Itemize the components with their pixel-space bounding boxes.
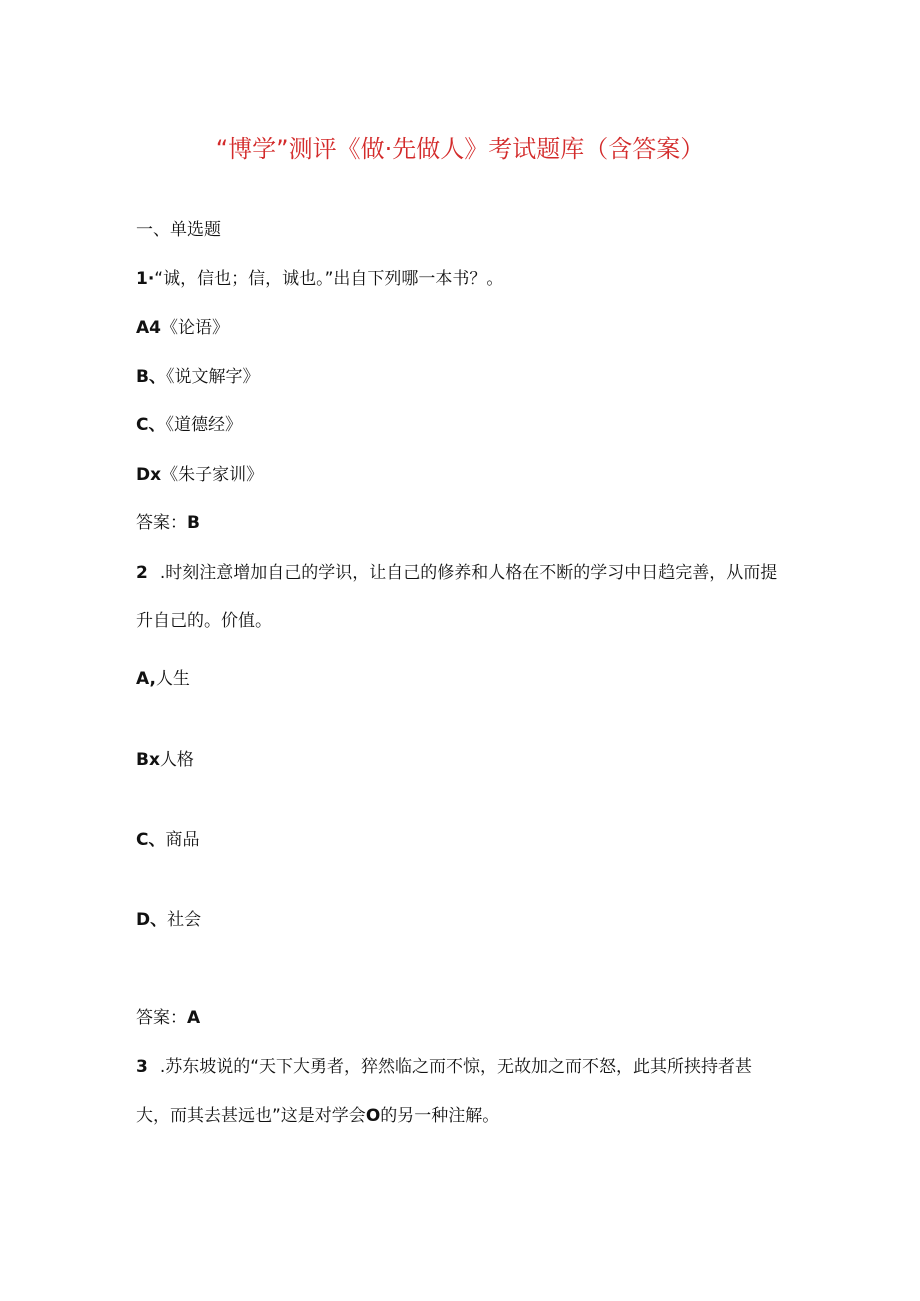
option-label: Bx	[136, 750, 160, 770]
option-text: 《道德经》	[165, 415, 242, 435]
option-text: 人格	[159, 750, 194, 770]
option-label: Dx	[136, 465, 162, 485]
blank-marker: O	[365, 1106, 381, 1126]
option-text: 《朱子家训》	[161, 465, 264, 485]
answer-value: B	[187, 513, 200, 533]
option-label: B、	[136, 367, 166, 387]
option-text: 《论语》	[161, 318, 229, 338]
section-heading: 一、单选题	[136, 220, 221, 240]
question-3-stem-line-1	[136, 1056, 752, 1078]
question-2-stem-line-1	[136, 562, 777, 584]
option-text: 社会	[167, 910, 202, 930]
option-text: 商品	[165, 830, 200, 850]
question-number: 3	[136, 1057, 148, 1077]
option-label: A4	[136, 318, 161, 338]
option-text: 人生	[155, 669, 190, 689]
question-2-answer	[136, 1007, 200, 1029]
question-text-part: 大，而其去甚远也”这是对学会	[136, 1106, 366, 1126]
option-label: C、	[136, 830, 166, 850]
option-label: D、	[136, 910, 168, 930]
question-number: 1·	[136, 269, 155, 289]
question-1-option-d	[136, 464, 263, 486]
question-3-stem-line-2	[136, 1105, 499, 1127]
option-label: A,	[136, 669, 156, 689]
question-2-stem-line-2: 升自己的。价值。	[136, 611, 272, 631]
question-1-stem	[136, 268, 503, 290]
question-2-option-b	[136, 749, 194, 771]
answer-label: 答案：	[136, 1008, 187, 1028]
question-text: .苏东坡说的“天下大勇者，猝然临之而不惊，无故加之而不怒，此其所挟持者甚	[159, 1057, 753, 1077]
question-1-answer	[136, 512, 200, 534]
option-label: C、	[136, 415, 166, 435]
question-1-option-a	[136, 317, 229, 339]
question-1-option-b	[136, 366, 259, 388]
question-text: .时刻注意增加自己的学识，让自己的修养和人格在不断的学习中日趋完善，从而提	[159, 563, 778, 583]
question-text-part: 的另一种注解。	[380, 1106, 500, 1126]
question-text: “诚，信也；信，诚也。”出自下列哪一本书？。	[154, 269, 504, 289]
question-1-option-c	[136, 414, 242, 436]
answer-value: A	[187, 1008, 201, 1028]
question-2-option-d	[136, 909, 201, 931]
option-text: 《说文解字》	[165, 367, 260, 387]
question-2-option-c	[136, 829, 199, 851]
question-2-option-a	[136, 668, 190, 690]
answer-label: 答案：	[136, 513, 187, 533]
document-title: “博学”测评《做·先做人》考试题库（含答案）	[215, 135, 705, 163]
question-number: 2	[136, 563, 148, 583]
